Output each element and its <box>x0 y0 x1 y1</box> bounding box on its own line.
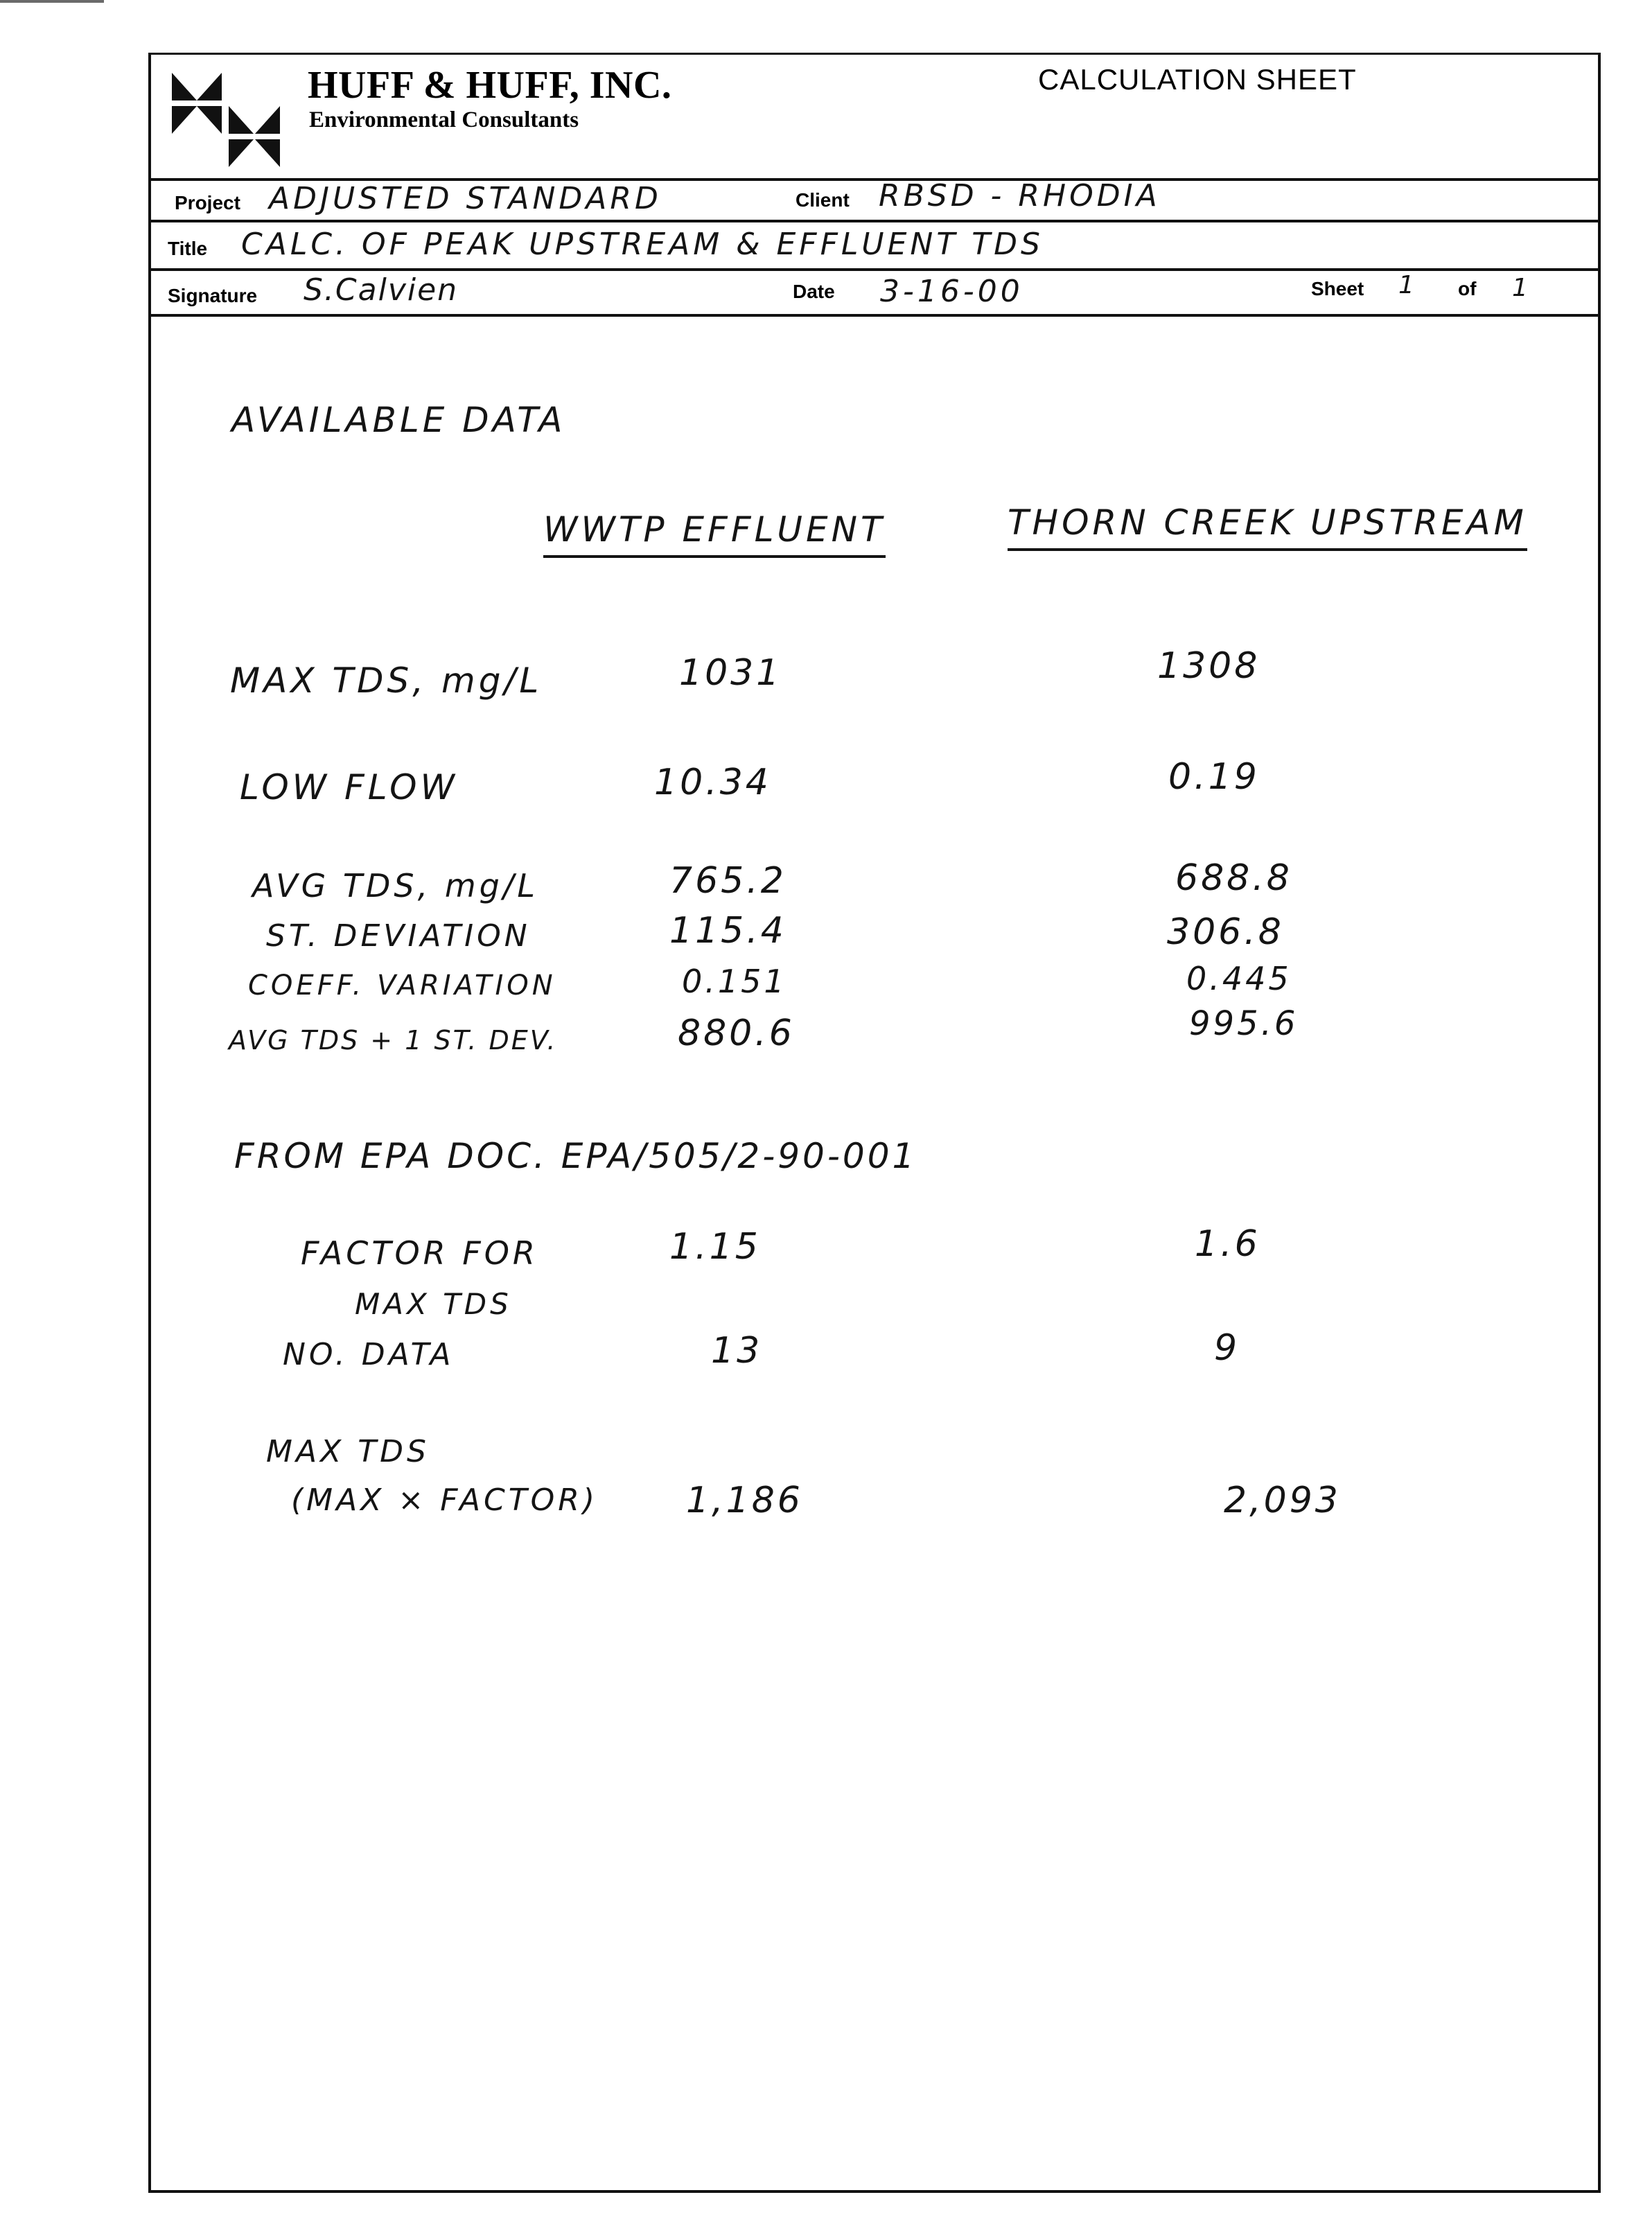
row-label-max-tds: MAX TDS, mg/L <box>230 660 543 701</box>
of-label: of <box>1458 278 1477 299</box>
row-label-coeff-variation: COEFF. VARIATION <box>248 970 556 1001</box>
upstream-low-flow: 0.19 <box>1168 756 1260 798</box>
effluent-factor: 1.15 <box>669 1226 761 1268</box>
triangle-mosaic-logo-icon <box>169 70 287 174</box>
effluent-coeff-variation: 0.151 <box>682 963 787 1000</box>
upstream-avg-plus-std: 995.6 <box>1189 1004 1299 1043</box>
client-label: Client <box>796 189 850 211</box>
effluent-max-tds: 1031 <box>679 652 782 694</box>
result-label-line2: (MAX × FACTOR) <box>291 1482 599 1518</box>
row-label-no-data: NO. DATA <box>283 1337 455 1372</box>
upstream-max-tds-result: 2,093 <box>1224 1480 1341 1521</box>
upstream-factor: 1.6 <box>1195 1223 1260 1265</box>
section-heading: AVAILABLE DATA <box>231 400 566 440</box>
client-value: RBSD - RHODIA <box>879 178 1161 213</box>
row-label-st-deviation: ST. DEVIATION <box>266 918 531 954</box>
project-value: ADJUSTED STANDARD <box>269 181 662 216</box>
title-label: Title <box>168 238 208 259</box>
row-label-avg-tds: AVG TDS, mg/L <box>252 867 539 904</box>
signature-value: S.Calvien <box>304 272 459 308</box>
date-label: Date <box>793 281 835 302</box>
sheet-label: Sheet <box>1311 278 1364 299</box>
sheet-total: 1 <box>1512 274 1531 302</box>
effluent-no-data: 13 <box>711 1330 763 1372</box>
upstream-max-tds: 1308 <box>1157 645 1260 687</box>
company-name: HUFF & HUFF, INC. <box>308 64 672 107</box>
row-label-factor: FACTOR FOR <box>301 1234 538 1272</box>
column-header-effluent: WWTP EFFLUENT <box>543 509 886 558</box>
page-edge-mark <box>0 0 104 3</box>
company-subtitle: Environmental Consultants <box>309 107 579 132</box>
calculation-sheet <box>148 53 1601 2193</box>
row-label-avg-plus-std: AVG TDS + 1 ST. DEV. <box>229 1025 558 1056</box>
upstream-no-data: 9 <box>1214 1327 1240 1369</box>
result-label: MAX TDS <box>266 1434 430 1469</box>
upstream-coeff-variation: 0.445 <box>1186 960 1292 997</box>
effluent-avg-plus-std: 880.6 <box>678 1013 795 1054</box>
upstream-avg-tds: 688.8 <box>1175 857 1292 899</box>
signature-row <box>151 271 1598 317</box>
project-label: Project <box>175 192 240 213</box>
upstream-st-deviation: 306.8 <box>1167 911 1284 953</box>
sheet-type-title: CALCULATION SHEET <box>1038 63 1357 96</box>
effluent-avg-tds: 765.2 <box>669 860 787 902</box>
title-value: CALC. OF PEAK UPSTREAM & EFFLUENT TDS <box>241 227 1044 262</box>
sheet-number: 1 <box>1398 271 1418 299</box>
effluent-low-flow: 10.34 <box>654 762 771 803</box>
title-row <box>151 222 1598 271</box>
effluent-st-deviation: 115.4 <box>669 910 787 952</box>
effluent-max-tds-result: 1,186 <box>686 1480 803 1521</box>
column-header-upstream: THORN CREEK UPSTREAM <box>1008 502 1527 551</box>
company-header <box>151 55 1598 181</box>
source-note: FROM EPA DOC. EPA/505/2-90-001 <box>234 1136 917 1176</box>
date-value: 3-16-00 <box>880 274 1023 309</box>
row-label-low-flow: LOW FLOW <box>240 767 458 807</box>
project-row <box>151 178 1598 222</box>
row-label-factor-line2: MAX TDS <box>355 1287 512 1321</box>
signature-label: Signature <box>168 285 258 306</box>
